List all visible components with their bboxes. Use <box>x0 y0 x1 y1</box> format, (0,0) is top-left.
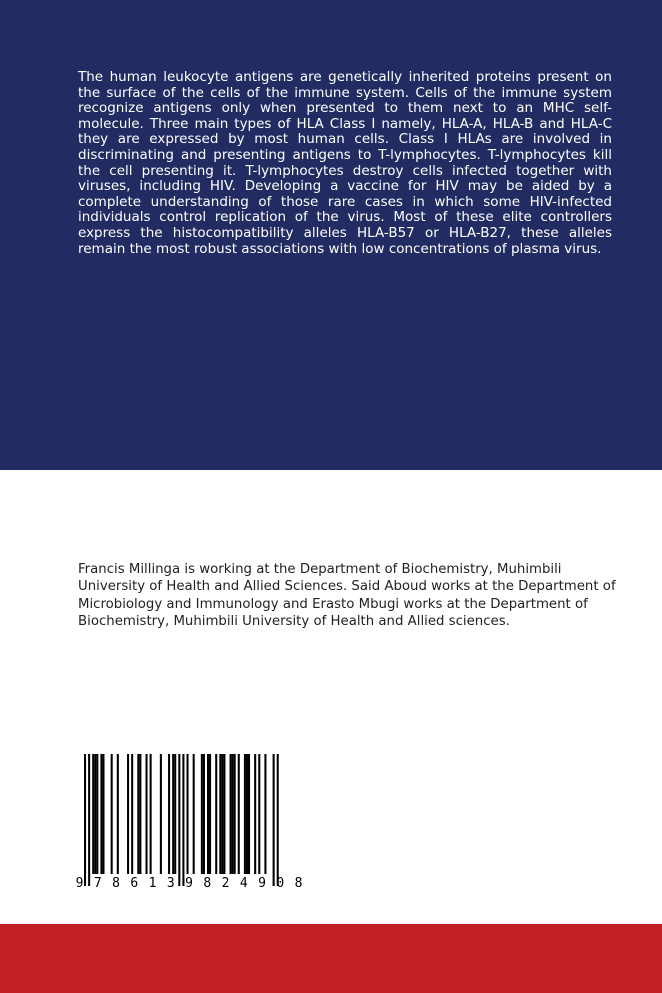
isbn-digits <box>74 877 304 891</box>
barcode-bar <box>127 754 129 874</box>
barcode-bar <box>160 754 162 874</box>
barcode-bar <box>92 754 94 874</box>
barcode-bar <box>277 754 279 886</box>
barcode-bar <box>150 754 152 874</box>
barcode-bar <box>234 754 236 874</box>
isbn-digit: 9 <box>75 876 84 891</box>
barcode-bar <box>221 754 223 874</box>
barcode-bar <box>139 754 141 874</box>
barcode-bar <box>246 754 248 874</box>
barcode-bar <box>201 754 203 874</box>
barcode-bar <box>244 754 246 874</box>
barcode-bar <box>230 754 232 874</box>
barcode-bar <box>94 754 96 874</box>
barcode-bar <box>178 754 180 886</box>
barcode-bar <box>131 754 133 874</box>
isbn-digit: 4 <box>239 876 248 891</box>
barcode-bar <box>111 754 113 874</box>
synopsis-text: The human leukocyte antigens are genetically inherited proteins present on the surface of the cells of the immune system. Cells of the immune system recognize antigens only when presented to them next to an MHC self-molecule. Three main types of HLA Class I namely, HLA-A, HLA-B and HLA-C they are expressed by most human cells. Class I HLAs are involved in discriminating and presenting antigens to T-lymphocytes. T-lymphocytes kill the cell presenting it. T-lymphocytes destroy cells infected together with viruses, including HIV. Developing a vaccine for HIV may be aided by a complete understanding of those rare cases in which some HIV-infected individuals control replication of the virus. Most of these elite controllers express the histocompatibility alleles HLA-B57 or HLA-B27, these alleles remain the most robust associations with low concentrations of plasma virus. <box>78 69 612 257</box>
barcode-bar <box>146 754 148 874</box>
barcode-bar <box>209 754 211 874</box>
barcode-bar <box>254 754 256 874</box>
red-footer-band <box>0 924 662 993</box>
isbn-digit: 0 <box>276 876 285 891</box>
isbn-digit: 7 <box>93 876 102 891</box>
isbn-barcode <box>72 752 308 892</box>
isbn-digit: 8 <box>203 876 212 891</box>
isbn-digit: 8 <box>112 876 120 891</box>
barcode-bar <box>117 754 119 874</box>
barcode-bar <box>102 754 104 874</box>
isbn-digit: 6 <box>130 876 139 891</box>
barcode-bar <box>182 754 184 886</box>
barcode-bar <box>207 754 209 874</box>
isbn-digit: 9 <box>258 876 266 891</box>
barcode-bar <box>168 754 170 874</box>
barcode-bar <box>219 754 221 874</box>
isbn-digit: 2 <box>221 876 230 891</box>
barcode-bar <box>88 754 90 886</box>
barcode-bar <box>174 754 176 874</box>
barcode-bar <box>273 754 275 886</box>
isbn-digit: 1 <box>148 876 157 891</box>
barcode-bar <box>100 754 102 874</box>
isbn-digit: 8 <box>294 876 303 891</box>
barcode-bar <box>238 754 240 874</box>
barcode-bar <box>96 754 98 874</box>
author-bio-text: Francis Millinga is working at the Department of Biochemistry, Muhimbili University of Health and Allied Sciences. Said Aboud works at the Department of Microbiology and Immunology and Erasto Mbugi works at the Department of Biochemistry, Muhimbili University of Health and Allied sciences. <box>78 562 616 630</box>
barcode-bar <box>232 754 234 874</box>
barcode-bar <box>258 754 260 874</box>
isbn-digit: 3 <box>166 876 175 891</box>
barcode-bar <box>137 754 139 874</box>
barcode-bar <box>203 754 205 874</box>
barcode-bar <box>264 754 266 874</box>
barcode-bar <box>84 754 86 886</box>
barcode-bar <box>172 754 174 874</box>
barcode-bar <box>248 754 250 874</box>
barcode-bar <box>215 754 217 874</box>
barcode-bar <box>223 754 225 874</box>
barcode-bar <box>187 754 189 874</box>
isbn-digit: 9 <box>185 876 193 891</box>
barcode-bar <box>193 754 195 874</box>
